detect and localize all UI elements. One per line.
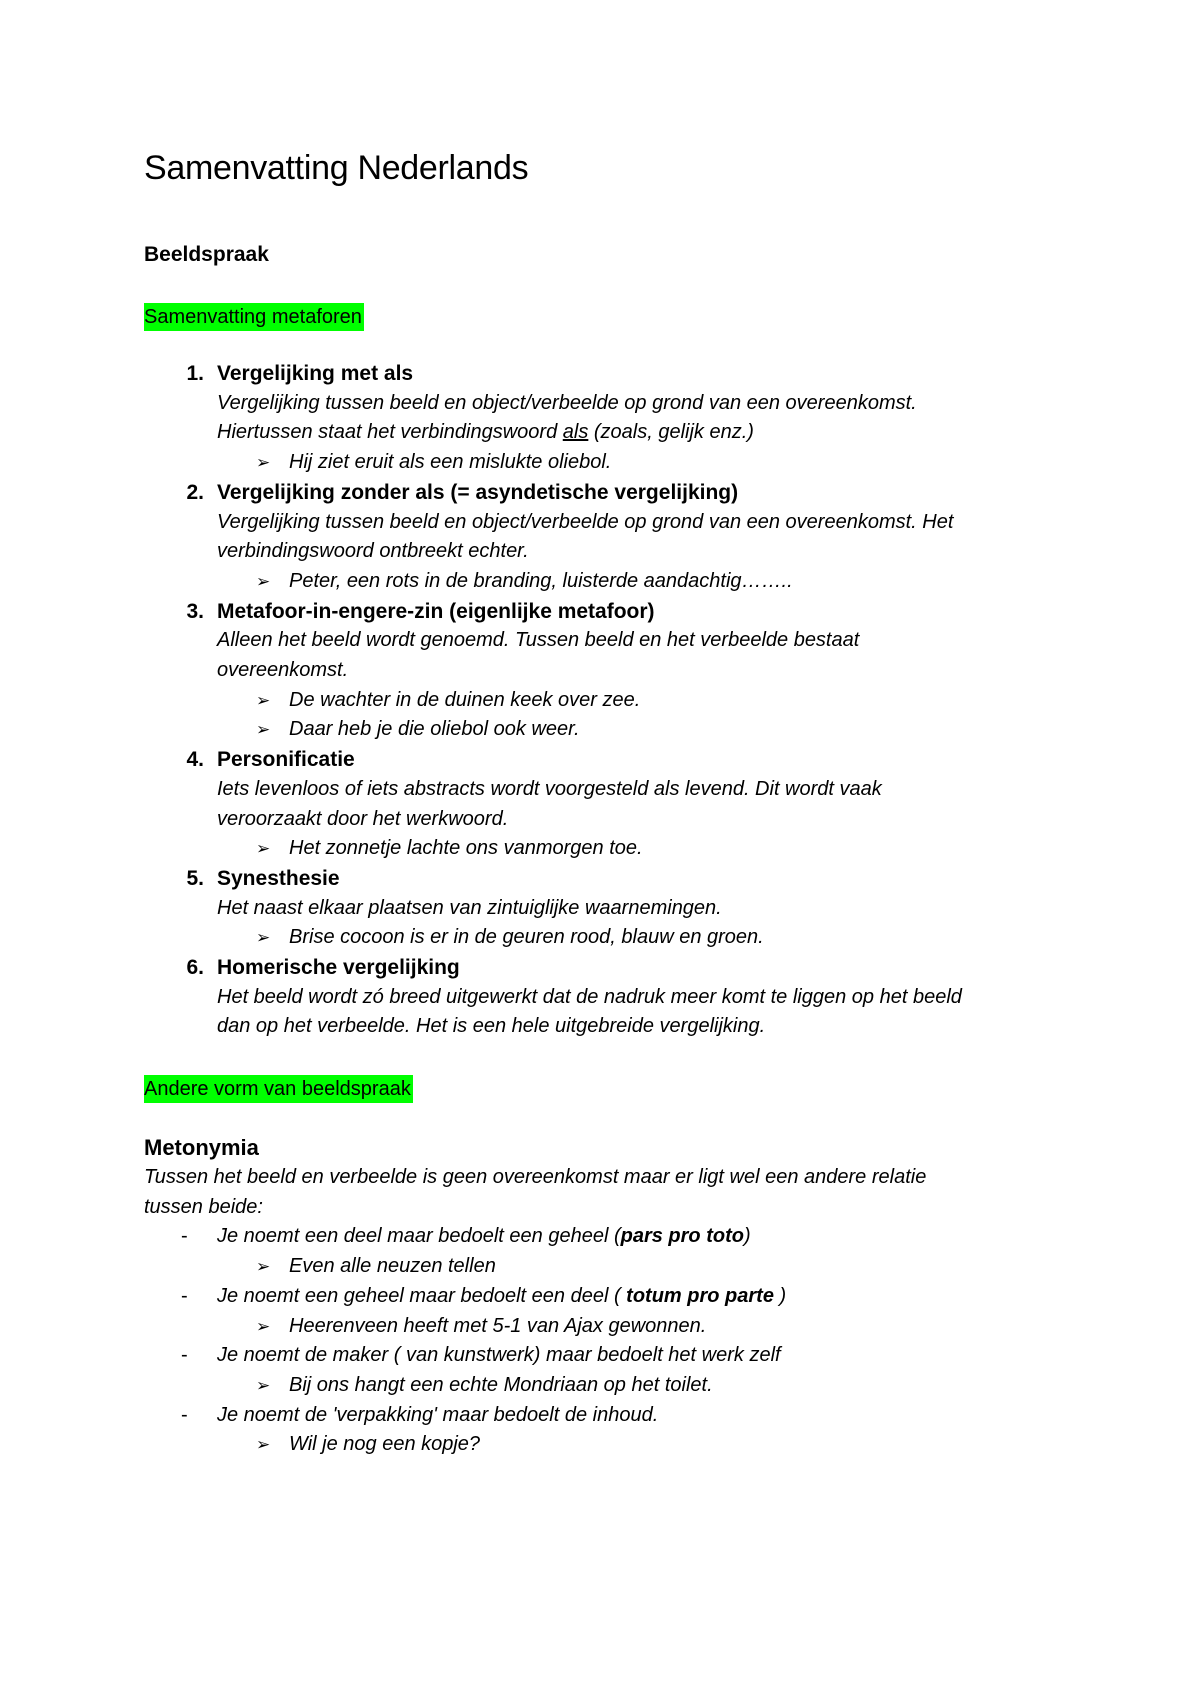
dash-list-item — [181, 1282, 1064, 1312]
description-line: veroorzaakt door het werkwoord. — [217, 807, 509, 830]
item-bold-term: pars pro toto — [620, 1225, 744, 1248]
arrow-bullet-icon: ➢ — [256, 690, 271, 710]
item-text-end: ) — [773, 1284, 787, 1307]
dash-bullet-icon: - — [181, 1403, 188, 1426]
example — [256, 923, 1064, 953]
dash-bullet-icon: - — [181, 1344, 188, 1367]
example-text: Daar heb je die oliebol ook weer. — [289, 718, 580, 741]
list-number: 4. — [186, 748, 204, 772]
example-text: De wachter in de duinen keek over zee. — [289, 688, 641, 711]
arrow-bullet-icon: ➢ — [256, 1316, 271, 1336]
description-line: Tussen het beeld en verbeelde is geen overeenkomst maar er ligt wel een andere relatie — [144, 1166, 927, 1188]
description-line: Het naast elkaar plaatsen van zintuiglijke waarnemingen. — [217, 896, 722, 919]
item-text-end: ) — [743, 1225, 751, 1248]
arrow-bullet-icon: ➢ — [256, 1257, 271, 1277]
list-item-title: Vergelijking zonder als (= asyndetische vergelijking) — [217, 480, 739, 504]
highlighted-heading-metaforen: Samenvatting metaforen — [144, 303, 364, 331]
subsection-description — [144, 1163, 1044, 1222]
arrow-bullet-icon: ➢ — [256, 453, 271, 473]
description-line: tussen beide: — [144, 1195, 263, 1218]
list-item — [144, 745, 1064, 864]
description-line: Iets levenloos of iets abstracts wordt voorgesteld als levend. Dit wordt vaak — [217, 777, 882, 800]
list-item-title: Personificatie — [217, 748, 355, 772]
metaphor-list — [144, 359, 1064, 1042]
example-text: Peter, een rots in de branding, luisterde aandachtig…….. — [289, 569, 793, 592]
list-item-title: Vergelijking met als — [217, 362, 414, 385]
arrow-bullet-icon: ➢ — [256, 571, 271, 591]
description-line: Alleen het beeld wordt genoemd. Tussen beeld en het verbeelde bestaat — [217, 629, 860, 652]
example-text: Brise cocoon is er in de geuren rood, blauw en groen. — [289, 926, 764, 949]
example — [256, 448, 1064, 478]
list-item-description — [217, 389, 1057, 448]
description-line: dan op het verbeelde. Het is een hele uitgebreide vergelijking. — [217, 1015, 766, 1038]
description-tail: (zoals, gelijk enz.) — [593, 421, 754, 444]
item-text: Je noemt de maker ( van kunstwerk) maar bedoelt het werk zelf — [217, 1344, 781, 1367]
arrow-bullet-icon: ➢ — [256, 1375, 271, 1395]
dash-bullet-icon: - — [181, 1225, 188, 1248]
arrow-bullet-icon: ➢ — [256, 720, 271, 740]
section-heading: Beeldspraak — [144, 243, 269, 266]
list-number: 5. — [186, 866, 204, 890]
list-item-title: Metafoor-in-engere-zin (eigenlijke metafoor) — [217, 599, 655, 623]
item-bold-term: totum pro parte — [626, 1284, 774, 1307]
example-text: Bij ons hangt een echte Mondriaan op het toilet. — [289, 1373, 713, 1396]
list-item-description — [217, 894, 1057, 924]
description-line: Hiertussen staat het verbindingswoord — [217, 421, 558, 444]
list-item — [144, 597, 1064, 746]
description-line: overeenkomst. — [217, 659, 349, 682]
example-text: Heerenveen heeft met 5-1 van Ajax gewonnen. — [289, 1314, 707, 1337]
list-number: 6. — [186, 956, 204, 980]
example — [256, 686, 1064, 716]
item-text: Je noemt een deel maar bedoelt een geheel ( — [217, 1225, 621, 1248]
list-item — [144, 953, 1064, 1042]
dash-list-item — [181, 1222, 1064, 1252]
description-line: Vergelijking tussen beeld en object/verbeelde op grond van een overeenkomst. Het — [217, 510, 954, 533]
item-text: Je noemt de 'verpakking' maar bedoelt de inhoud. — [217, 1403, 659, 1426]
subsection-title: Metonymia — [144, 1135, 259, 1160]
metonymia-section — [144, 1133, 1064, 1460]
list-item — [144, 359, 1064, 478]
example-text: Het zonnetje lachte ons vanmorgen toe. — [289, 837, 643, 860]
description-line: Het beeld wordt zó breed uitgewerkt dat de nadruk meer komt te liggen op het beeld — [217, 985, 962, 1008]
highlighted-heading-beeldspraak: Andere vorm van beeldspraak — [144, 1075, 413, 1103]
dash-list-item — [181, 1341, 1064, 1371]
list-number: 2. — [186, 480, 204, 504]
example — [256, 1252, 1064, 1282]
item-text: Je noemt een geheel maar bedoelt een deel ( — [217, 1284, 627, 1307]
list-item-description — [217, 626, 1057, 685]
list-item-description — [217, 775, 1057, 834]
example — [256, 1430, 1064, 1460]
description-line: Vergelijking tussen beeld en object/verbeelde op grond van een overeenkomst. — [217, 391, 917, 414]
arrow-bullet-icon: ➢ — [256, 1435, 271, 1455]
example — [256, 1371, 1064, 1401]
example — [256, 715, 1064, 745]
list-number: 3. — [186, 599, 204, 623]
example — [256, 834, 1064, 864]
example — [256, 567, 1064, 597]
dash-bullet-icon: - — [181, 1284, 188, 1307]
description-line: verbindingswoord ontbreekt echter. — [217, 540, 529, 563]
list-item-title: Synesthesie — [217, 866, 340, 890]
underlined-word: als — [562, 421, 589, 444]
list-item-description — [217, 508, 1057, 567]
list-item — [144, 478, 1064, 597]
list-number: 1. — [186, 362, 204, 385]
page-title: Samenvatting Nederlands — [144, 149, 529, 187]
list-item-description — [217, 983, 1057, 1042]
example — [256, 1312, 1064, 1342]
example-text: Hij ziet eruit als een mislukte oliebol. — [289, 451, 612, 474]
arrow-bullet-icon: ➢ — [256, 928, 271, 948]
list-item — [144, 864, 1064, 953]
list-item-title: Homerische vergelijking — [217, 956, 460, 980]
arrow-bullet-icon: ➢ — [256, 839, 271, 859]
example-text: Even alle neuzen tellen — [289, 1255, 496, 1278]
dash-list-item — [181, 1401, 1064, 1431]
example-text: Wil je nog een kopje? — [289, 1433, 481, 1456]
